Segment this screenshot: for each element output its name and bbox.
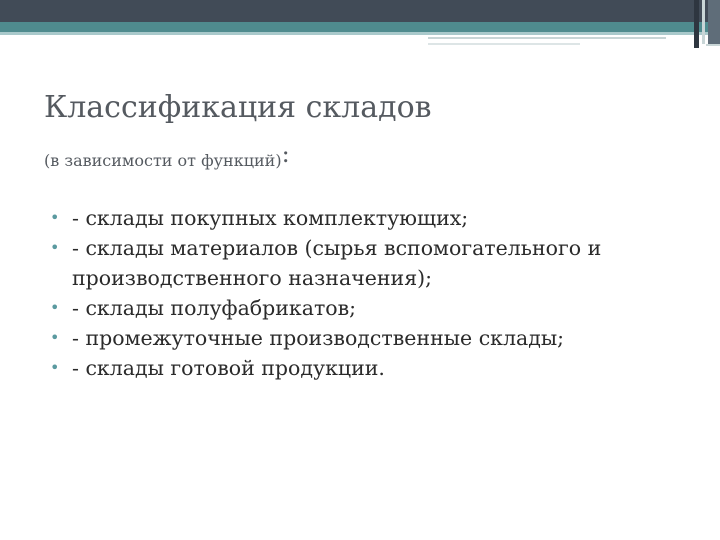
- header-band-teal: [0, 22, 720, 32]
- list-item: [50, 293, 700, 323]
- slide-title: Классификация складов: [44, 90, 432, 125]
- list-item-text: - промежуточные производственные склады;: [72, 326, 565, 350]
- list-item-text: - склады полуфабрикатов;: [72, 296, 357, 320]
- subtitle-text: (в зависимости от функций): [44, 151, 282, 170]
- bullet-icon: •: [50, 328, 60, 347]
- list-item: [50, 233, 700, 293]
- bullet-icon: •: [50, 298, 60, 317]
- slide-subtitle: [44, 140, 290, 170]
- corner-stripe: [702, 0, 705, 44]
- subtitle-colon: :: [281, 140, 290, 168]
- header-decor-line: [428, 37, 666, 39]
- corner-stripe: [708, 0, 720, 44]
- header-band-accent: [0, 32, 720, 35]
- bullet-icon: •: [50, 238, 60, 257]
- bullet-icon: •: [50, 358, 60, 377]
- list-item-text: - склады покупных комплектующих;: [72, 206, 469, 230]
- list-item: [50, 353, 700, 383]
- list-item: [50, 203, 700, 233]
- header-decor-line: [428, 43, 580, 45]
- bullet-list: [50, 203, 700, 383]
- corner-stripe: [694, 0, 699, 48]
- corner-decor-line: [706, 44, 720, 46]
- list-item-text: - склады готовой продукции.: [72, 356, 385, 380]
- list-item: [50, 323, 700, 353]
- header-band-dark: [0, 0, 720, 22]
- list-item-text: - склады материалов (сырья вспомогательного и производственного назначения);: [72, 236, 602, 290]
- bullet-icon: •: [50, 208, 60, 227]
